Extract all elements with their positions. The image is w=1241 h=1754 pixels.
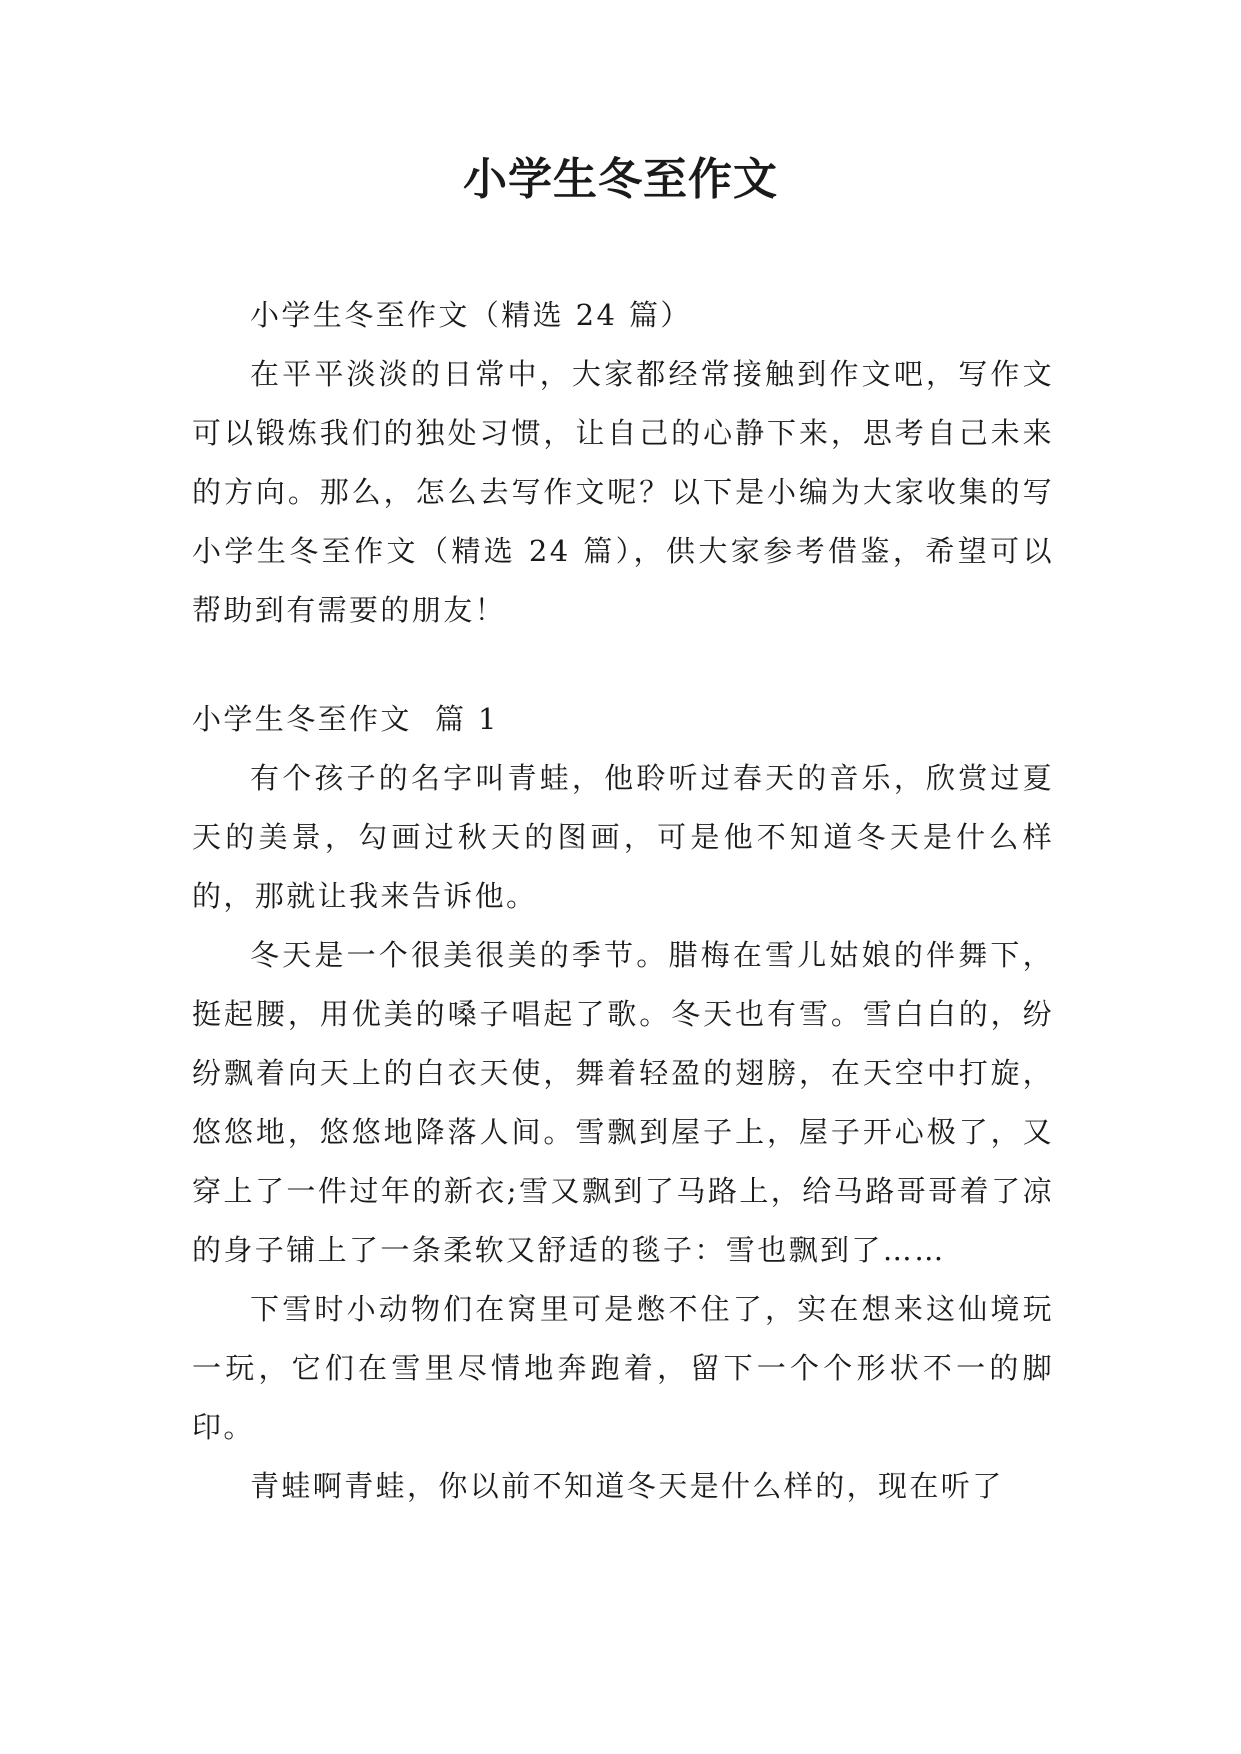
- section-paragraph: 冬天是一个很美很美的季节。腊梅在雪儿姑娘的伴舞下，挺起腰，用优美的嗓子唱起了歌。冬天也有雪。雪白白的，纷纷飘着向天上的白衣天使，舞着轻盈的翅膀，在天空中打旋，悠悠地，悠悠地降落人间。雪飘到屋子上，屋子开心极了，又穿上了一件过年的新衣;雪又飘到了马路上，给马路哥哥着了凉的身子铺上了一条柔软又舒适的毯子：雪也飘到了……: [192, 938, 1054, 1267]
- section-paragraph: 有个孩子的名字叫青蛙，他聆听过春天的音乐，欣赏过夏天的美景，勾画过秋天的图画，可是他不知道冬天是什么样的，那就让我来告诉他。: [192, 761, 1054, 913]
- section-paragraph: 青蛙啊青蛙，你以前不知道冬天是什么样的，现在听了: [250, 1469, 1004, 1503]
- section-heading: 小学生冬至作文 篇 1: [192, 702, 499, 736]
- section-paragraph: 下雪时小动物们在窝里可是憋不住了，实在想来这仙境玩一玩，它们在雪里尽情地奔跑着，留下一个个形状不一的脚印。: [192, 1292, 1054, 1444]
- subtitle: 小学生冬至作文（精选 24 篇）: [250, 298, 692, 332]
- intro-paragraph: 在平平淡淡的日常中，大家都经常接触到作文吧，写作文可以锻炼我们的独处习惯，让自己的心静下来，思考自己未来的方向。那么，怎么去写作文呢？以下是小编为大家收集的写小学生冬至作文（精选 24 篇），供大家参考借鉴，希望可以帮助到有需要的朋友！: [192, 357, 1054, 627]
- document-body: [192, 286, 1054, 1516]
- document-title: 小学生冬至作文: [463, 154, 778, 205]
